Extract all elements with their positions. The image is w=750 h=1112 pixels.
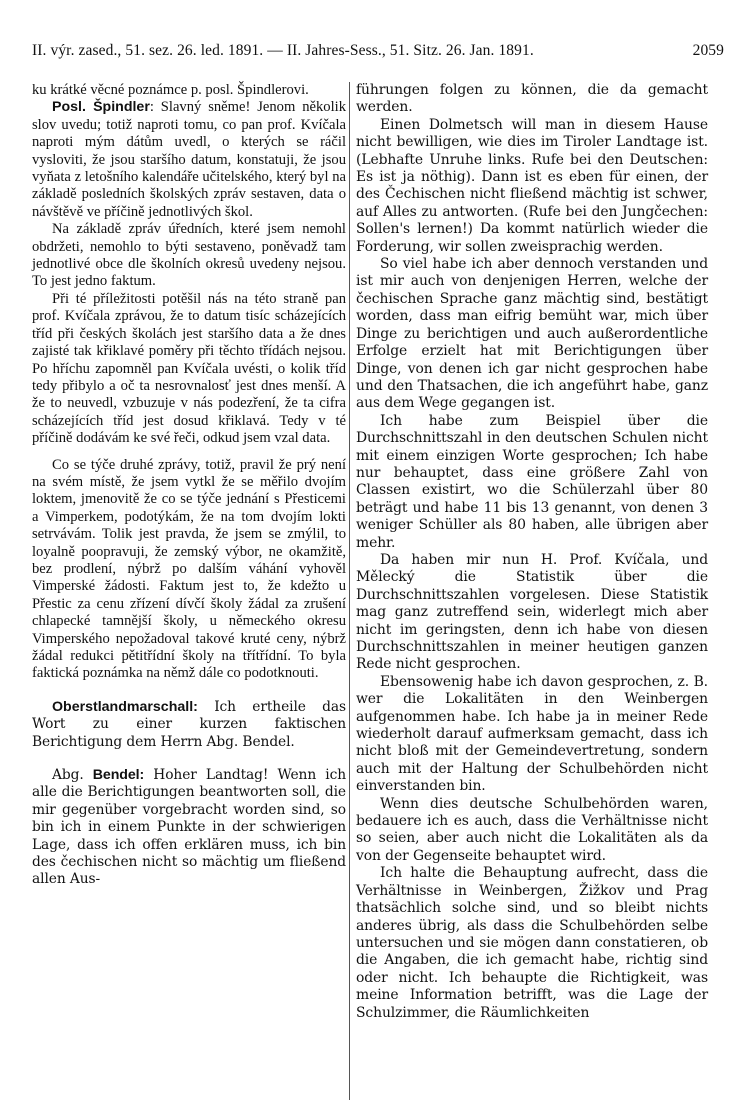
page-number: 2059 — [692, 42, 724, 59]
paragraph: ku krátké věcné poznámce p. posl. Špindlerovi. — [32, 82, 309, 98]
paragraph: Wenn dies deutsche Schulbehörden waren, bedauere ich es auch, dass die Verhältnisse nicht so seien, aber auch nicht die Lokalitäten als da von der Gegenseite behauptet wird. — [356, 795, 708, 864]
paragraph: Ich habe zum Beispiel über die Durchschnittszahl in den deutschen Schulen nicht mit einem einzigen Worte gesprochen; Ich habe nur behauptet, dass eine größere Zahl von Classen existirt, wo die Schülerzahl über 80 beträgt und habe 11 bis 13 genannt, von denen 3 weniger Schüller als 80 haben, alle übrigen aber mehr. — [356, 412, 708, 551]
czech-column — [32, 82, 346, 889]
running-head: II. výr. zased., 51. sez. 26. led. 1891. — II. Jahres-Sess., 51. Sitz. 26. Jan. 1891. — [32, 42, 534, 59]
speaker-name: Bendel: — [92, 767, 145, 784]
paragraph: Co se týče druhé zprávy, totiž, pravil že prý není na svém místě, že jsem vytkl že se měřilo dvojím loktem, jmenovitě že co se týče jednání s Přesticemi a Vimperkem, podotýkám, že na tom dvojím lokti setrvávám. Tolik jest pravda, že jsem se zmýlil, to loyalně poopravuji, že zemský výbor, ne okamžitě, bez prodlení, nýbrž po dalším váhání vyhověl Vimperské žádosti. Faktum jest to, že kdežto u Přestic za cenu zřízení dívčí školy žádal za zrušení chlapecké tamnější školy, u německého okresu Vimperského nepožadoval takové kruté ceny, nýbrž žádal redukci pětitřídní školy na třítřídní. To byla faktická poznámka na němž dále co podotknouti. — [32, 456, 346, 682]
speech-text: : Slavný sněme! Jenom několik slov uvedu; totiž naproti tomu, co pan prof. Kvíčala naproti mým dátům uvedl, o kterých se ráčil vysloviti, že jsou staršího datum, konstatuji, že jsou vyňata z letošního kalendáře učitelského, který byl na základě posledních školských zpráv sestaven, data o návštěvě ve příčině jednotlivých škol. — [32, 99, 346, 220]
paragraph: So viel habe ich aber dennoch verstanden und ist mir auch von denjenigen Herren, welche der čechischen Sprache ganz mächtig sind, bestätigt worden, dass man eifrig bemüht war, mich über Dinge zu berichtigen und auch außerordentliche Erfolge erzielt hat mit Berichtigungen über Dinge, von denen ich gar nicht gesprochen habe und den Thatsachen, die ich angeführt habe, ganz aus dem Wege gegangen ist. — [356, 256, 708, 412]
paragraph: Da haben mir nun H. Prof. Kvíčala, und Mělecký die Statistik über die Durchschnittszahlen vorgelesen. Diese Statistik mag ganz zutreffend sein, widerlegt mich aber nicht im geringsten, denn ich habe von diesen Durchschnittszahlen in meiner heutigen ganzen Rede nicht gesprochen. — [356, 551, 708, 673]
column-divider — [349, 82, 350, 1100]
paragraph — [32, 699, 346, 751]
paragraph: Ebensowenig habe ich davon gesprochen, z. B. wer die Lokalitäten in den Weinbergen aufgenommen habe. Ich habe ja in meiner Rede wiederholt darauf aufmerksam gemacht, dass ich nicht bloß mit der Gemeindevertretung, sondern auch mit der Haltung der Schulbehörden nicht einverstanden bin. — [356, 673, 708, 795]
paragraph — [32, 767, 346, 889]
speaker-prefix: Abg. — [52, 767, 93, 784]
paragraph — [32, 99, 346, 221]
page-header — [32, 42, 724, 64]
speech-text: Ich ertheile das Wort zu einer kurzen faktischen Berichtigung dem Herrn Abg. Bendel. — [32, 698, 346, 750]
paragraph: Ich halte die Behauptung aufrecht, dass die Verhältnisse in Weinbergen, Žižkov und Prag thatsächlich solche sind, und so bleibt nichts anderes übrig, als dass die Schulbehörden selbe untersuchen und sie mögen dann constatieren, ob die Angaben, die ich gemacht habe, richtig sind oder nicht. Ich behaupte die Richtigkeit, was meine Information betrifft, was die Lage der Schulzimmer, die Räumlichkeiten — [356, 865, 708, 1021]
speaker-name: Oberstlandmarschall: — [52, 698, 198, 715]
paragraph: Einen Dolmetsch will man in diesem Hause nicht bewilligen, wie dies im Tiroler Landtage ist. (Lebhafte Unruhe links. Rufe bei den Deutschen: Es ist ja nöthig). Dann ist es eben für einen, der des Čechischen nicht fließend mächtig ist schwer, auf Alles zu antworten. (Rufe bei den Jungčechen: Sollen's lernen!) Da kommt natürlich wieder die Forderung, wir sollen zweisprachig werden. — [356, 116, 708, 255]
paragraph: Při té příležitosti potěšil nás na této straně pan prof. Kvíčala zprávou, že to datum tisíc scházejících tříd při českých školách jest staršího data a že dnes zajisté tak křiklavé poměry při těchto třídách nejsou. Po hříchu zapomněl pan Kvíčala uvésti, o kolik tříd tedy přibylo a oč ta nesrovnalosť jest dnes menší. A že to neuvedl, vzbuzuje v nás podezření, že ta cifra scházejících tříd jest dosud křiklavá. Tedy v té příčině dodávám ke své řeči, odkud jsem vzal data. — [32, 290, 346, 447]
speaker-name: Posl. Špindler — [52, 99, 150, 116]
paragraph: Na základě zpráv úředních, které jsem nemohl obdržeti, nemohlo to býti sestaveno, poněvadž tam jednotlivé obce dle školních okresů uvedeny nejsou. To jest jedno faktum. — [32, 221, 346, 290]
paragraph: führungen folgen zu können, die da gemacht werden. — [356, 82, 708, 116]
german-column — [356, 82, 708, 1022]
speech-text: Hoher Landtag! Wenn ich alle die Berichtigungen beantworten soll, die mir gegenüber vorgebracht worden sind, so bin ich in einem Punkte in der schwierigen Lage, dass ich offen erklären muss, ich bin des čechischen nicht so mächtig um fließend allen Aus- — [32, 767, 346, 888]
